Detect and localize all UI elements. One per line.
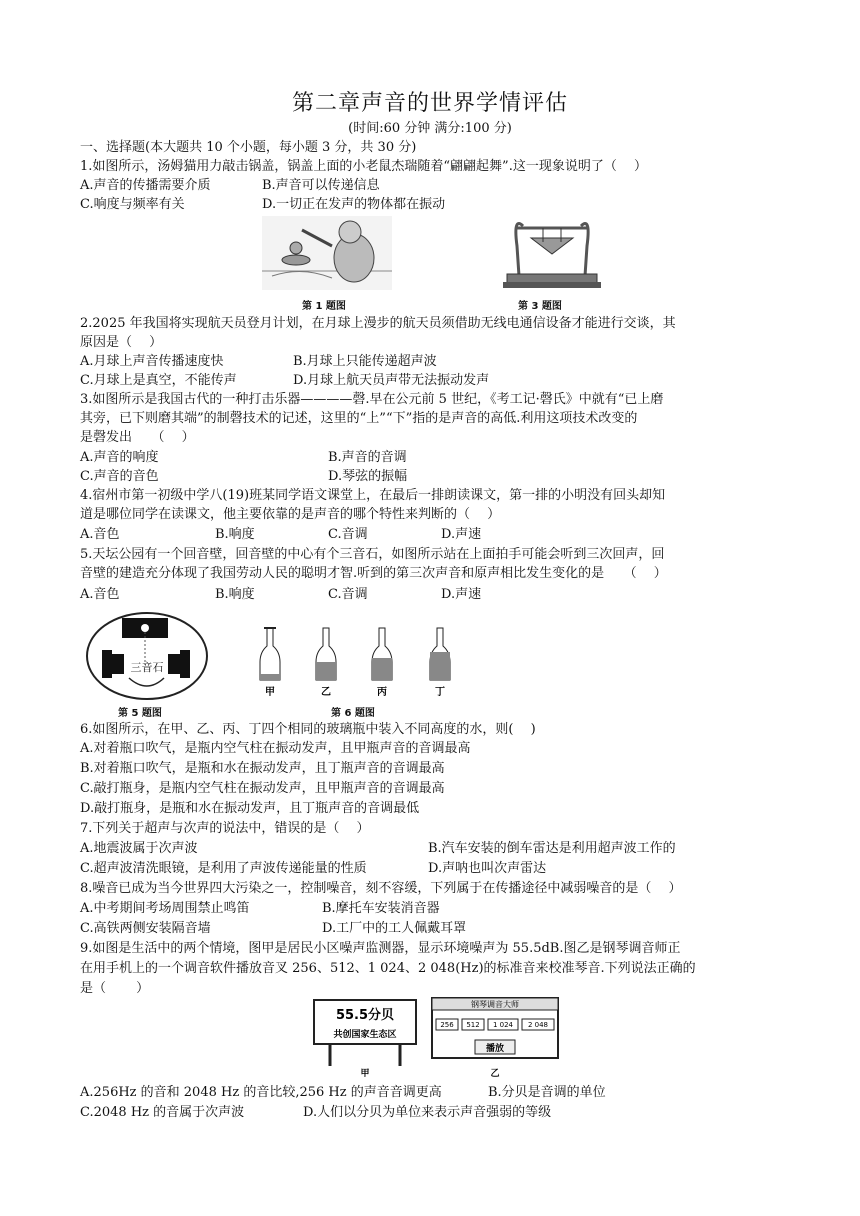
q9-stem-line2: 在用手机上的一个调音软件播放音叉 256、512、1 024、2 048(Hz)的标准音来校准琴音.下列说法正确的 [80,961,696,976]
q3-option-d: D.琴弦的振幅 [328,469,408,484]
figure-3-caption: 第 3 题图 [518,301,562,312]
q8-option-a: A.中考期间考场周围禁止鸣笛 [80,901,250,916]
q1-option-a: A.声音的传播需要介质 [80,178,211,193]
q9-stem-line3: 是（ ） [80,981,150,996]
q9-option-d: D.人们以分贝为单位来表示声音强弱的等级 [303,1105,552,1120]
q4-option-c: C.音调 [328,527,368,542]
bottle-label-bing: 丙 [377,687,387,698]
q2-options-row1 [80,352,780,371]
q8-option-c: C.高铁两侧安装隔音墙 [80,921,211,936]
q4-stem-line2: 道是哪位同学在读课文，他主要依靠的是声音的哪个特性来判断的（ ） [80,507,501,522]
bottle-jia [260,628,280,680]
q2-option-d: D.月球上航天员声带无法振动发声 [293,373,490,388]
q7-options-row1 [80,839,780,858]
figure-9-label-yi: 乙 [490,1069,500,1078]
q9-option-b: B.分贝是音调的单位 [488,1085,606,1100]
q4-option-b: B.响度 [215,527,255,542]
q8-stem: 8.噪音已成为当今世界四大污染之一，控制噪音，刻不容缓，下列属于在传播途径中减弱噪音的是（ ） [80,881,682,896]
figure-5-stone-label: 三音石 [130,661,164,674]
q8-option-b: B.摩托车安装消音器 [322,901,440,916]
q9-stem-line1: 9.如图是生活中的两个情境，图甲是居民小区噪声监测器，显示环境噪声为 55.5dB.图乙是钢琴调音师正 [80,941,681,956]
q3-option-a: A.声音的响度 [80,450,159,465]
q6-option-a: A.对着瓶口吹气，是瓶内空气柱在振动发声，且甲瓶声音的音调最高 [80,741,471,756]
q7-stem: 7.下列关于超声与次声的说法中，错误的是（ ） [80,821,370,836]
q2-option-a: A.月球上声音传播速度快 [80,354,224,369]
q1-option-b: B.声音可以传递信息 [262,178,380,193]
q5-option-a: A.音色 [80,587,120,602]
q9-option-c: C.2048 Hz 的音属于次声波 [80,1105,245,1120]
figure-9-image [310,996,560,1078]
q4-option-a: A.音色 [80,527,120,542]
figure-5-caption: 第 5 题图 [118,708,162,719]
q8-options-row1 [80,899,780,918]
bottle-label-ding: 丁 [435,687,445,698]
q5-stem-line2: 音壁的建造充分体现了我国劳动人民的聪明才智.听到的第三次声音和原声相比发生变化的是 （ ） [80,566,667,581]
q2-stem-line1: 2.2025 年我国将实现航天员登月计划，在月球上漫步的航天员须借助无线电通信设备才能进行交谈，其 [80,316,676,331]
q4-stem-line1: 4.宿州市第一初级中学八(19)班某同学语文课堂上，在最后一排朗读课文，第一排的小明没有回头却知 [80,488,666,503]
q3-stem-line2: 其旁，已下则磨其端”的制磬技术的记述，这里的“上”“下”指的是声音的高低.利用这项技术改变的 [80,411,638,426]
q5-options [80,585,780,604]
figure-3-image [503,216,601,290]
bottle-label-jia: 甲 [265,687,275,698]
tuning-app-title: 钢琴调音大师 [471,1000,519,1009]
figure-1-caption: 第 1 题图 [302,301,346,312]
freq-button-256: 256 [440,1021,454,1029]
page-subtitle: (时间:60 分钟 满分:100 分) [348,121,512,136]
q1-options-row1 [80,176,780,195]
q1-options-row2 [80,195,780,214]
noise-monitor-sign [314,1000,416,1066]
figure-1-image [262,216,392,290]
q8-options-row2 [80,919,780,938]
q5-stem-line1: 5.天坛公园有一个回音壁，回音壁的中心有个三音石，如图所示站在上面拍手可能会听到三次回声，回 [80,547,665,562]
q6-option-d: D.敲打瓶身，是瓶和水在振动发声，且丁瓶声音的音调最低 [80,801,420,816]
q5-option-d: D.声速 [441,587,482,602]
q4-options [80,525,780,544]
section-heading: 一、选择题(本大题共 10 个小题，每小题 3 分，共 30 分) [80,140,417,155]
noise-monitor-text: 共创国家生态区 [333,1030,397,1040]
q1-option-d: D.一切正在发声的物体都在振动 [262,197,446,212]
tuning-app [432,998,558,1058]
q6-option-c: C.敲打瓶身，是瓶内空气柱在振动发声，且甲瓶声音的音调最高 [80,781,445,796]
q9-options-row1 [80,1083,780,1102]
q1-option-c: C.响度与频率有关 [80,197,185,212]
q7-option-b: B.汽车安装的倒车雷达是利用超声波工作的 [428,841,676,856]
q2-option-b: B.月球上只能传递超声波 [293,354,437,369]
q3-stem-line1: 3.如图所示是我国古代的一种打击乐器————磬.早在公元前 5 世纪，《考工记·磬氏》中就有“已上磨 [80,392,664,407]
q5-option-c: C.音调 [328,587,368,602]
figure-9-label-jia: 甲 [360,1069,370,1078]
q6-stem: 6.如图所示，在甲、乙、丙、丁四个相同的玻璃瓶中装入不同高度的水，则( ) [80,722,536,737]
q3-option-c: C.声音的音色 [80,469,159,484]
q9-options-row2 [80,1103,780,1122]
bottle-ding [430,628,450,680]
bottle-label-yi: 乙 [321,687,331,698]
q3-stem-line3: 是磬发出 （ ） [80,430,195,445]
q7-option-d: D.声呐也叫次声雷达 [428,861,547,876]
freq-button-2048: 2 048 [527,1021,549,1029]
q7-options-row2 [80,859,780,878]
bottle-yi [316,628,336,680]
q1-stem: 1.如图所示，汤姆猫用力敲击锅盖，锅盖上面的小老鼠杰瑞随着“翩翩起舞”.这一现象说明了（ ） [80,159,647,174]
bottle-bing [372,628,392,680]
freq-button-1024: 1 024 [492,1021,514,1029]
play-button: 播放 [485,1044,505,1054]
figure-6-caption: 第 6 题图 [331,708,375,719]
page-title: 第二章声音的世界学情评估 [291,91,568,116]
q3-options-row1 [80,448,780,467]
q2-stem-line2: 原因是（ ） [80,335,163,350]
q5-option-b: B.响度 [215,587,255,602]
q3-options-row2 [80,467,780,486]
q7-option-c: C.超声波清洗眼镜，是利用了声波传递能量的性质 [80,861,367,876]
figure-6-image [254,622,468,700]
q2-option-c: C.月球上是真空，不能传声 [80,373,237,388]
q9-option-a: A.256Hz 的音和 2048 Hz 的音比较,256 Hz 的声音音调更高 [80,1085,442,1100]
q4-option-d: D.声速 [441,527,482,542]
q7-option-a: A.地震波属于次声波 [80,841,198,856]
q2-options-row2 [80,371,780,390]
q3-option-b: B.声音的音调 [328,450,407,465]
q6-option-b: B.对着瓶口吹气，是瓶和水在振动发声，且丁瓶声音的音调最高 [80,761,445,776]
figure-5-image [84,610,210,702]
q8-option-d: D.工厂中的工人佩戴耳罩 [322,921,467,936]
noise-monitor-value: 55.5分贝 [335,1008,395,1023]
freq-button-512: 512 [466,1021,480,1029]
